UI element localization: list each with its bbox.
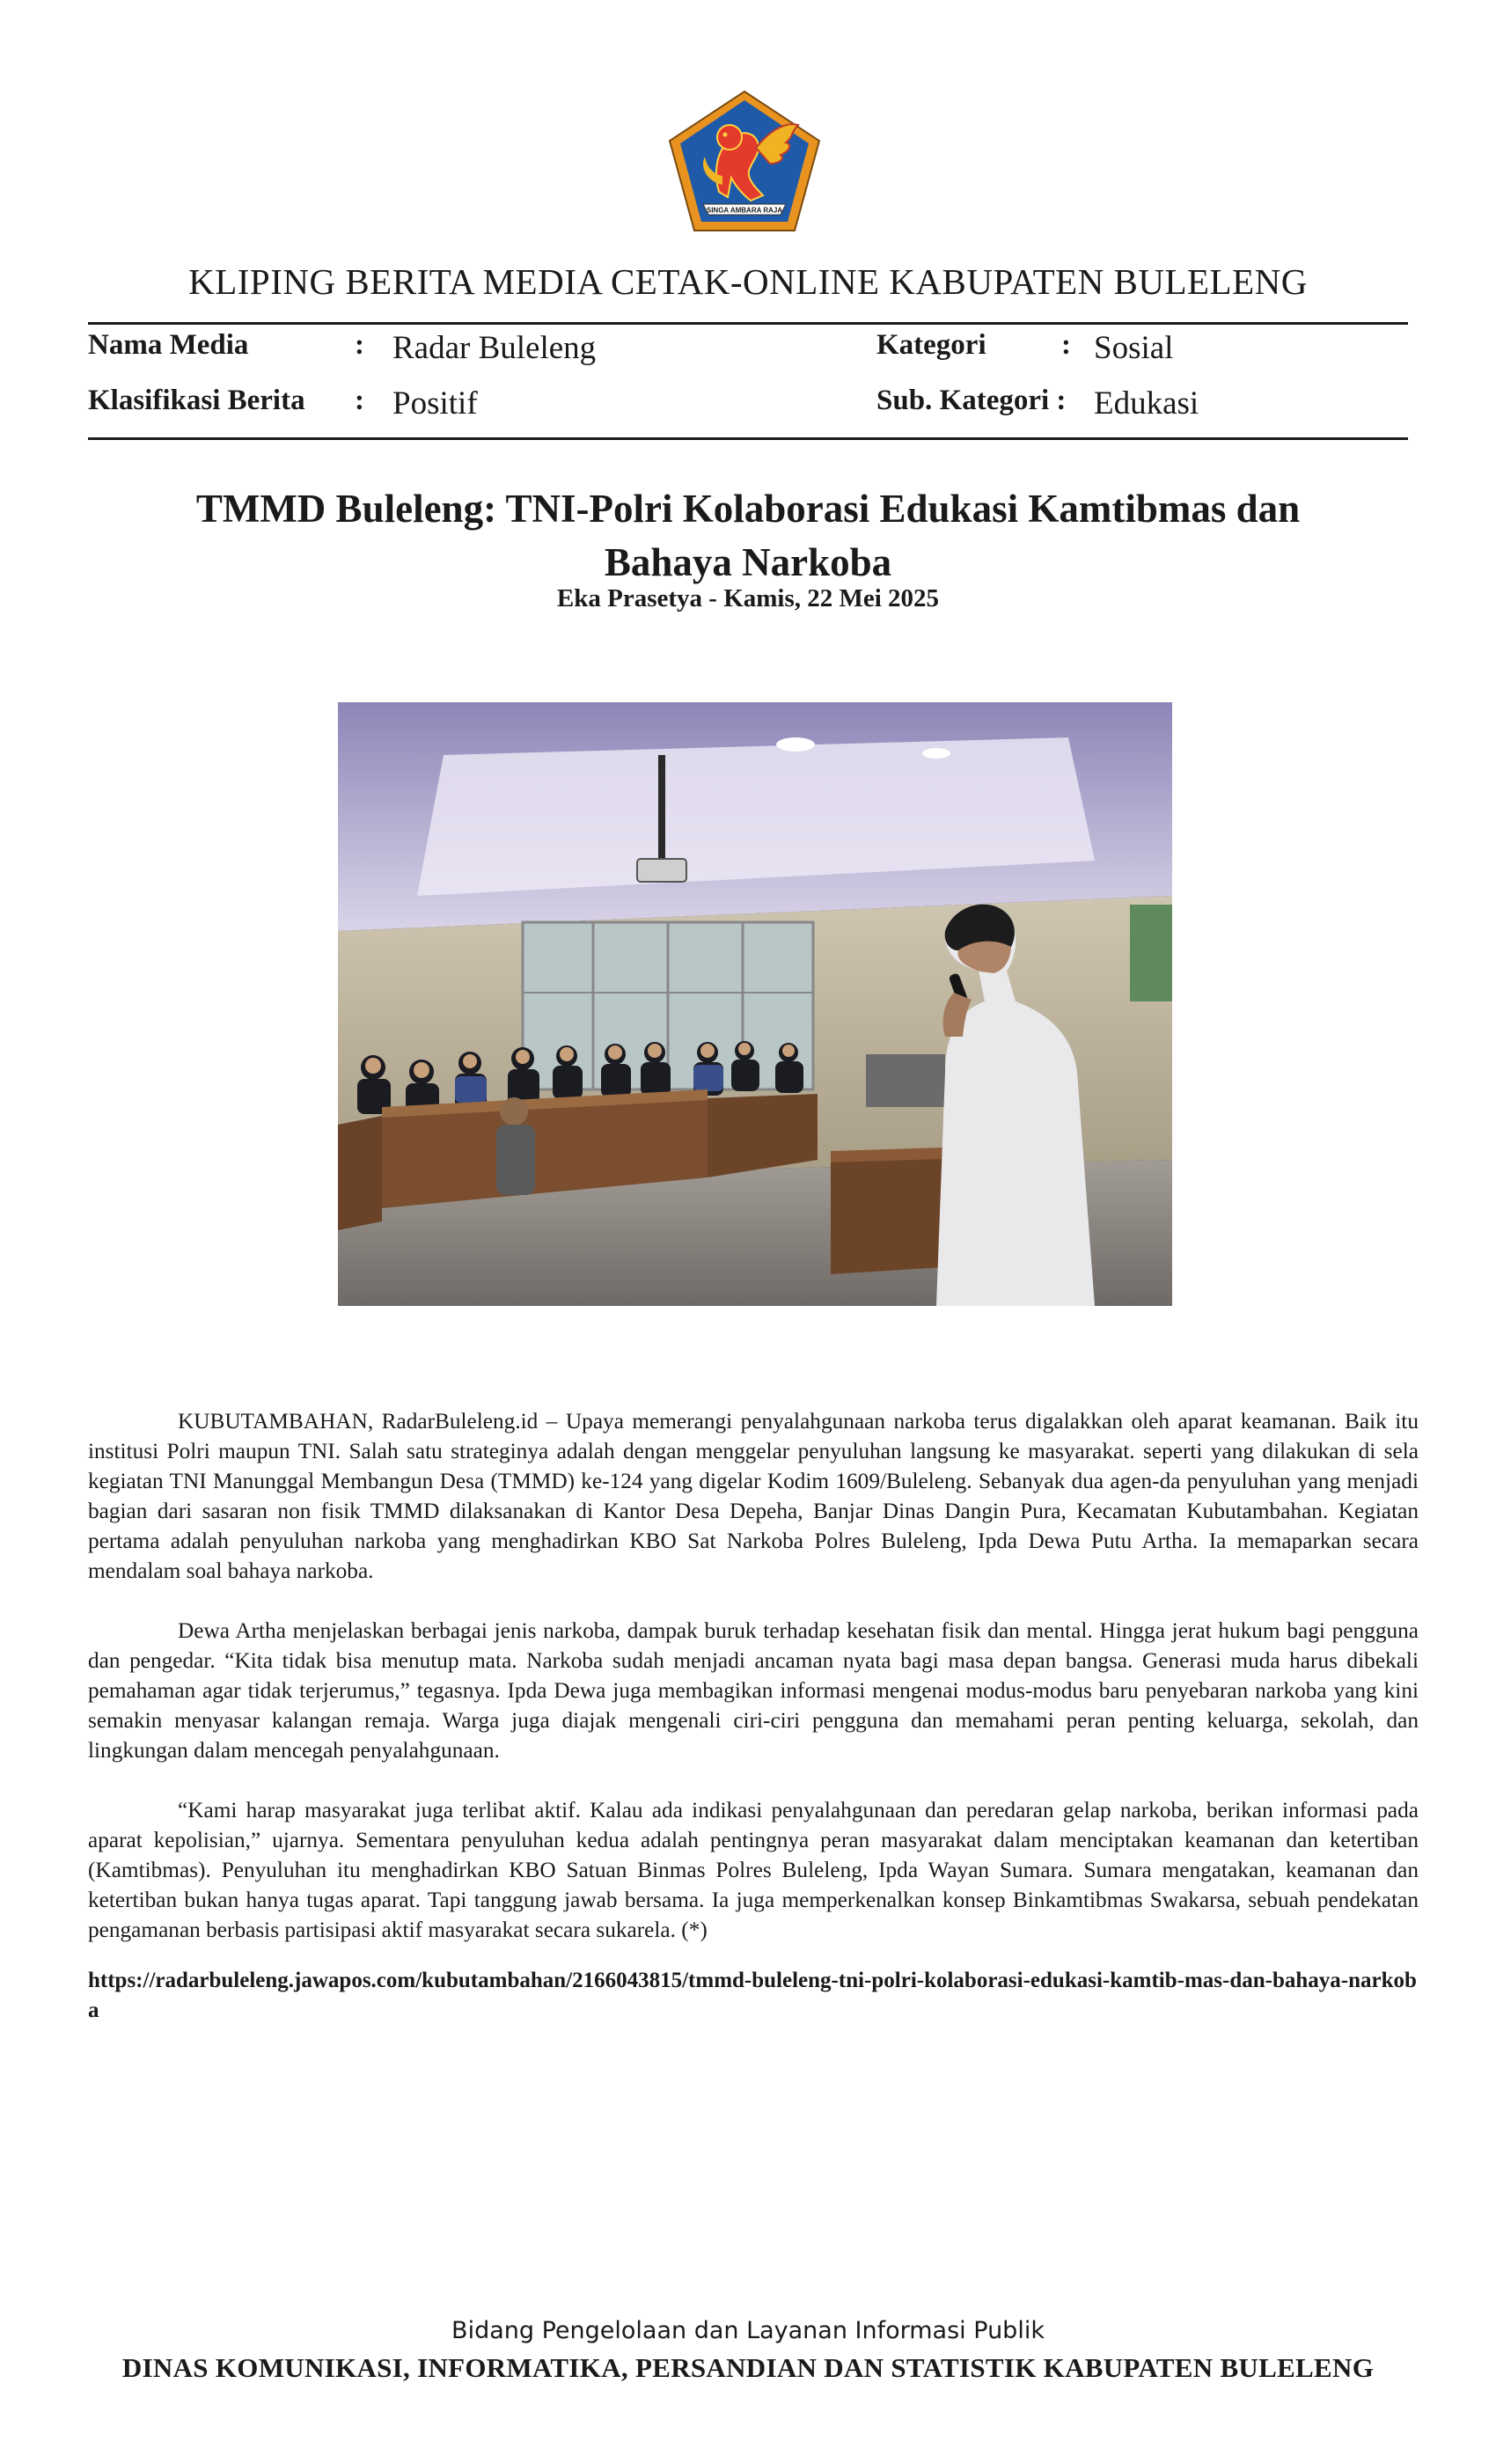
clipping-header-title: KLIPING BERITA MEDIA CETAK-ONLINE KABUPATEN BULELENG	[188, 261, 1308, 302]
klasifikasi-value: Positif	[392, 385, 478, 422]
kategori-colon: :	[1061, 329, 1071, 361]
media-colon: :	[355, 329, 364, 361]
subkategori-label: Sub. Kategori :	[876, 385, 1067, 416]
kategori-value: Sosial	[1094, 330, 1174, 366]
source-url-link[interactable]: https://radarbuleleng.jawapos.com/kubutambahan/2166043815/tmmd-buleleng-tni-polri-kolaborasi-edukasi-kamtib-mas-dan-bahaya-narkoba	[88, 1969, 1417, 2022]
footer-department: Bidang Pengelolaan dan Layanan Informasi Publik	[451, 2317, 1045, 2344]
classroom-seminar-photo	[338, 702, 1172, 1306]
regency-logo	[664, 86, 825, 236]
media-label: Nama Media	[88, 329, 249, 361]
subkategori-value: Edukasi	[1094, 385, 1199, 422]
article-paragraph-3: “Kami harap masyarakat juga terlibat aktif. Kalau ada indikasi penyalahgunaan dan peredaran gelap narkoba, berikan informasi pada aparat kepolisian,” ujarnya. Sementara penyuluhan kedua adalah pentingnya peran masyarakat dalam menciptakan keamanan dan ketertiban (Kamtibmas). Penyuluhan itu menghadirkan KBO Satuan Binmas Polres Buleleng, Ipda Wayan Sumara. Sumara mengatakan, keamanan dan ketertiban bukan hanya tugas aparat. Tapi tanggung jawab bersama. Ia juga memperkenalkan konsep Binkamtibmas Swakarsa, sebuah pendekatan pengamanan berbasis partisipasi aktif masyarakat secara sukarela. (*)	[88, 1798, 1419, 1942]
header-divider-top	[88, 322, 1408, 325]
article-photo	[338, 702, 1172, 1306]
footer-agency: DINAS KOMUNIKASI, INFORMATIKA, PERSANDIAN DAN STATISTIK KABUPATEN BULELENG	[121, 2352, 1375, 2383]
media-value: Radar Buleleng	[392, 330, 597, 366]
logo-motto: SINGA AMBARA RAJA	[706, 206, 783, 215]
article-byline: Eka Prasetya - Kamis, 22 Mei 2025	[556, 584, 940, 612]
article-paragraph-1: KUBUTAMBAHAN, RadarBuleleng.id – Upaya memerangi penyalahgunaan narkoba terus digalakkan oleh aparat keamanan. Baik itu institusi Polri maupun TNI. Salah satu strateginya adalah dengan menggelar penyuluhan langsung ke masyarakat. seperti yang dilakukan di sela kegiatan TNI Manunggal Membangun Desa (TMMD) ke-124 yang digelar Kodim 1609/Buleleng. Sebanyak dua agen-da penyuluhan yang menjadi bagian dari sasaran non fisik TMMD dilaksanakan di Kantor Desa Depeha, Banjar Dinas Dangin Pura, Kecamatan Kubutambahan. Kegiatan pertama adalah penyuluhan narkoba yang menghadirkan KBO Sat Narkoba Polres Buleleng, Ipda Dewa Putu Artha. Ia memaparkan secara mendalam soal bahaya narkoba.	[88, 1409, 1419, 1583]
kategori-label: Kategori	[876, 329, 986, 361]
klasifikasi-label: Klasifikasi Berita	[88, 385, 305, 416]
article-paragraph-2: Dewa Artha menjelaskan berbagai jenis narkoba, dampak buruk terhadap kesehatan fisik dan mental. Hingga jerat hukum bagi pengguna dan pengedar. “Kita tidak bisa menutup mata. Narkoba sudah menjadi ancaman nyata bagi masa depan bangsa. Generasi muda harus dibekali pemahaman agar tidak terjerumus,” tegasnya. Ipda Dewa juga membagikan informasi mengenai modus-modus baru penyebaran narkoba yang kini semakin menyasar kalangan remaja. Warga juga diajak mengenali ciri-ciri pengguna dan memahami peran penting keluarga, sekolah, dan lingkungan dalam mencegah penyalahgunaan.	[88, 1618, 1419, 1763]
header-divider-bottom	[88, 437, 1408, 440]
klasifikasi-colon: :	[355, 385, 364, 416]
article-title: TMMD Buleleng: TNI-Polri Kolaborasi Edukasi Kamtibmas dan Bahaya Narkoba	[195, 487, 1301, 584]
winged-lion-emblem-icon	[664, 86, 825, 236]
article-body	[88, 1406, 1419, 1975]
